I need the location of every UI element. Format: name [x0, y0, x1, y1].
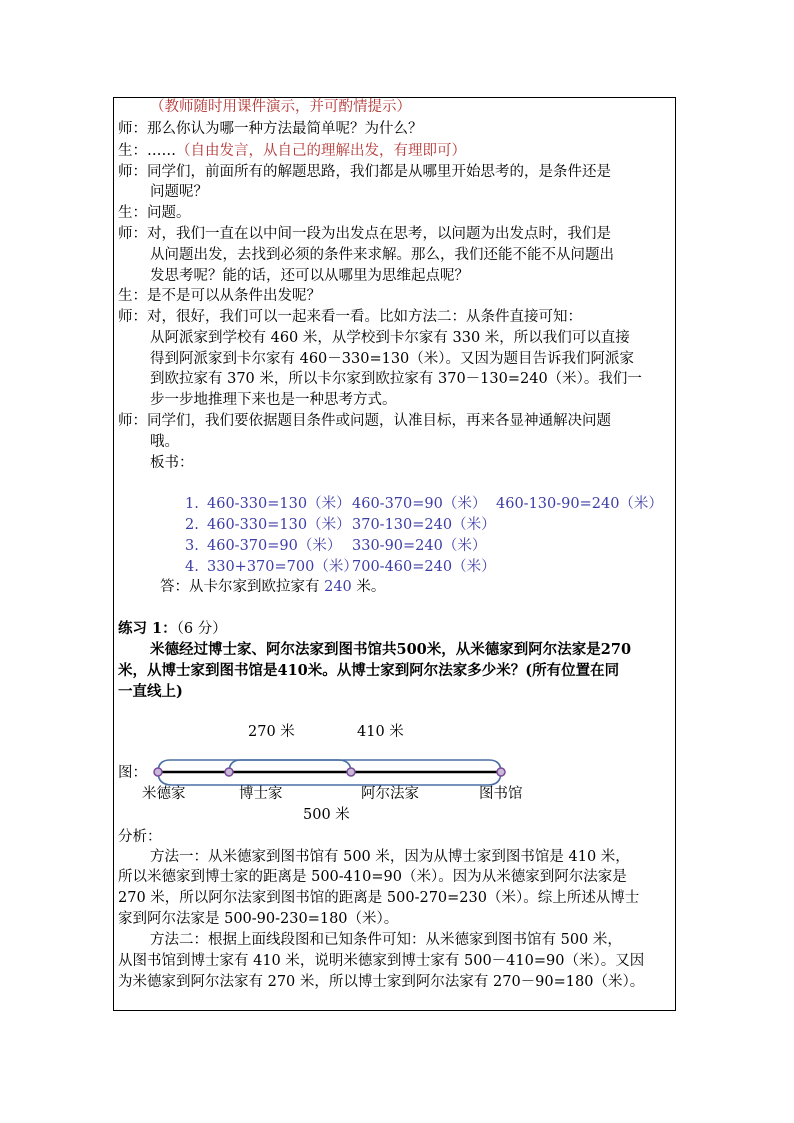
dialogue-line: 从阿派家到学校有 460 米，从学校到卡尔家有 330 米，所以我们可以直接: [150, 330, 630, 346]
board-formula: 460-370=90（米）: [352, 496, 487, 512]
dialogue-line: 生：问题。: [118, 205, 191, 221]
dialogue-line: 师：对，我们一直在以中间一段为出发点在思考，以问题为出发点时，我们是: [118, 226, 611, 242]
distance-label-270: 270 米: [248, 724, 295, 740]
board-formula: 460-130-90=240（米）: [496, 496, 663, 512]
board-number: 1.: [185, 496, 199, 512]
dialogue-line: 问题呢？: [150, 184, 208, 200]
brace-500: [158, 772, 501, 785]
exercise-question: 一直线上): [118, 683, 183, 700]
analysis-line: 为米德家到阿尔法家有 270 米，所以博士家到阿尔法家有 270－90=180（米）。: [118, 974, 645, 990]
point-boshi: [225, 768, 233, 776]
dialogue-line: 生：是不是可以从条件出发呢？: [118, 288, 321, 304]
board-formula: 460-330=130（米）: [207, 496, 351, 512]
analysis-line: 270 米，所以阿尔法家到图书馆的距离是 500-270=230（米）。综上所述从博士: [118, 890, 640, 906]
answer-text: 米。: [351, 579, 386, 595]
analysis-line: 方法一：从米德家到图书馆有 500 米，因为从博士家到图书馆是 410 米，: [150, 849, 630, 865]
dialogue-line: 步一步地推理下来也是一种思考方式。: [150, 392, 397, 408]
exercise-title: 练习 1：: [118, 620, 177, 637]
speaker-text: 生：……: [118, 143, 176, 159]
place-label-library: 图书馆: [479, 786, 523, 802]
dialogue-line: 哦。: [150, 434, 179, 450]
analysis-line: 所以米德家到博士家的距离是 500-410=90（米）。因为从米德家到阿尔法家是: [118, 869, 627, 885]
point-mide: [154, 768, 162, 776]
board-heading: 板书：: [150, 455, 194, 471]
hint-text: （自由发言，从自己的理解出发，有理即可）: [176, 143, 466, 159]
board-number: 4.: [185, 559, 199, 575]
board-formula: 460-330=130（米）: [207, 517, 351, 533]
board-formula: 330-90=240（米）: [352, 538, 487, 554]
diagram-prefix: 图：: [118, 765, 147, 781]
answer-value: 240: [324, 579, 352, 595]
exercise-question: 米，从博士家到图书馆是410米。从博士家到阿尔法家多少米？(所有位置在同: [118, 662, 620, 679]
note-line: （教师随时用课件演示，并可酌情提示）: [150, 99, 411, 115]
distance-label-410: 410 米: [357, 724, 404, 740]
brace-410: [229, 760, 501, 772]
distance-label-500: 500 米: [303, 807, 350, 823]
place-label-mide: 米德家: [142, 786, 186, 802]
place-label-boshi: 博士家: [239, 786, 283, 802]
dialogue-line: 师：那么你认为哪一种方法最简单呢？为什么？: [118, 121, 423, 137]
board-number: 3.: [185, 538, 199, 554]
board-number: 2.: [185, 517, 199, 533]
board-formula: 700-460=240（米）: [352, 559, 496, 575]
dialogue-line: 师：对，很好，我们可以一起来看一看。比如方法二：从条件直接可知：: [118, 309, 582, 325]
dialogue-line: 发思考呢？能的话，还可以从哪里为思维起点呢？: [150, 268, 469, 284]
dialogue-line: 师：同学们，我们要依据题目条件或问题，认准目标，再来各显神通解决问题: [118, 413, 611, 429]
board-formula: 370-130=240（米）: [352, 517, 496, 533]
analysis-line: 方法二：根据上面线段图和已知条件可知：从米德家到图书馆有 500 米，: [150, 932, 622, 948]
dialogue-line: 从问题出发，去找到必须的条件来求解。那么，我们还能不能不从问题出: [150, 247, 614, 263]
board-formula: 460-370=90（米）: [207, 538, 342, 554]
dialogue-line: 得到阿派家到卡尔家有 460－330=130（米）。又因为题目告诉我们阿派家: [150, 351, 635, 367]
answer-text: 答：从卡尔家到欧拉家有: [160, 579, 325, 595]
point-aerfa: [347, 768, 355, 776]
analysis-line: 从图书馆到博士家有 410 米，说明米德家到博士家有 500－410=90（米）。又因: [118, 953, 645, 969]
analysis-heading: 分析：: [118, 829, 162, 845]
dialogue-line: 师：同学们，前面所有的解题思路，我们都是从哪里开始思考的，是条件还是: [118, 164, 611, 180]
place-label-aerfa: 阿尔法家: [361, 786, 419, 802]
analysis-line: 家到阿尔法家是 500-90-230=180（米）。: [118, 911, 399, 927]
board-formula: 330+370=700（米）: [207, 559, 358, 575]
dialogue-line: 到欧拉家有 370 米，所以卡尔家到欧拉家有 370－130=240（米）。我们一: [150, 371, 642, 387]
exercise-score: （6 分）: [176, 621, 227, 637]
point-library: [497, 768, 505, 776]
exercise-question: 米德经过博士家、阿尔法家到图书馆共500米，从米德家到阿尔法家是270: [150, 641, 632, 658]
brace-270: [158, 760, 351, 772]
